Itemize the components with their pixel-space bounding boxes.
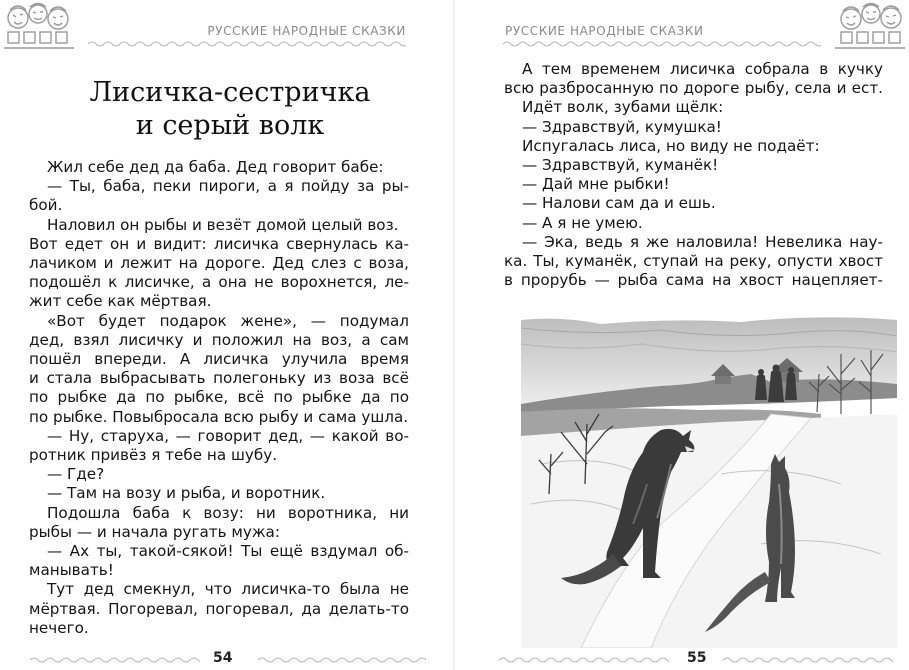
wavy-rule (723, 656, 893, 664)
text-line: — Эка, ведь я же наловила! Невелика нау- (522, 232, 883, 251)
text-line: по рыбке да по рыбке, всё по рыбке да по (29, 388, 409, 407)
text-line: лачиком и лежит на дороге. Дед слез с воза, (29, 254, 409, 273)
running-header: РУССКИЕ НАРОДНЫЕ СКАЗКИ (505, 24, 704, 38)
text-line: «Вот будет подарок жене», — подумал (47, 311, 409, 330)
wavy-rule (88, 40, 406, 48)
right-page-text (504, 60, 883, 290)
text-line: нечего. (29, 618, 89, 637)
text-line: жит себе как мёртвая. (29, 292, 212, 311)
text-line: манывать! (29, 561, 114, 580)
text-line: — Где? (47, 465, 105, 484)
text-line: А тем временем лисичка собрала в кучку (522, 60, 883, 78)
page-number: 55 (687, 650, 707, 666)
left-page-text (29, 158, 409, 638)
text-line: — Там на возу и рыба, и воротник. (47, 484, 326, 503)
text-line: Испугалась лиса, но виду не подаёт: (522, 136, 820, 155)
wolf-and-fox-illustration (521, 314, 897, 648)
text-line: дед, взял лисичку и положил на воз, а сам (29, 330, 409, 349)
text-line: — Ты, баба, пеки пироги, а я пойду за ры- (47, 177, 409, 196)
wavy-rule (503, 40, 821, 48)
text-line: — Здравствуй, кумушка! (522, 117, 722, 136)
page-number: 54 (213, 650, 233, 666)
text-line: Вот едет он и видит: лисичка свернулась ка- (29, 234, 409, 253)
text-line: ка. Ты, куманёк, ступай на реку, опусти хвост (504, 252, 883, 271)
text-line: — Здравствуй, куманёк! (522, 156, 719, 175)
text-line: по рыбке. Повыбросала всю рыбу и сама ушла. (29, 407, 409, 426)
wavy-rule (258, 656, 426, 664)
text-line: ротник привёз я тебе на шубу. (29, 446, 278, 465)
text-line: — Ах ты, такой-сякой! Ты ещё вздумал об- (47, 542, 409, 561)
left-page (0, 0, 454, 670)
wavy-rule (499, 656, 669, 664)
text-line: Подошла баба к возу: ни воротника, ни (47, 503, 409, 522)
text-line: — Дай мне рыбки! (522, 175, 670, 194)
story-title-line-2: и серый волк (135, 110, 325, 141)
text-line: — Налови сам да и ешь. (522, 194, 716, 213)
children-ornament-icon (833, 2, 907, 54)
running-header: РУССКИЕ НАРОДНЫЕ СКАЗКИ (207, 24, 406, 38)
text-line: бой. (29, 196, 63, 215)
text-line: Тут дед смекнул, что лисичка-то была не (47, 580, 409, 599)
story-title (60, 76, 400, 142)
right-page (455, 0, 909, 670)
text-line: подошёл к лисичке, а она не ворохнется, ле- (29, 273, 409, 292)
story-title-line-1: Лисичка-сестричка (89, 77, 371, 108)
text-line: рыбы — и начала ругать мужа: (29, 522, 280, 541)
text-line: и стала выбрасывать полегоньку из воза всё (29, 369, 409, 388)
text-line: всю разбросанную по дороге рыбу, села и ест. (504, 79, 883, 98)
text-line: Жил себе дед да баба. Дед говорит бабе: (47, 158, 384, 176)
text-line: в прорубь — рыба сама на хвост нацепляет- (504, 271, 883, 290)
text-line: — А я не умею. (522, 213, 643, 232)
text-line: Идёт волк, зубами щёлк: (522, 98, 724, 117)
text-line: — Ну, старуха, — говорит дед, — какой во- (47, 426, 409, 445)
wavy-rule (30, 656, 200, 664)
children-ornament-icon (2, 2, 76, 54)
text-line: мёртвая. Погоревал, погоревал, да делать-то (29, 599, 409, 618)
text-line: Наловил он рыбы и везёт домой целый воз. (47, 215, 399, 234)
text-line: пошёл впереди. А лисичка улучила время (29, 350, 409, 369)
